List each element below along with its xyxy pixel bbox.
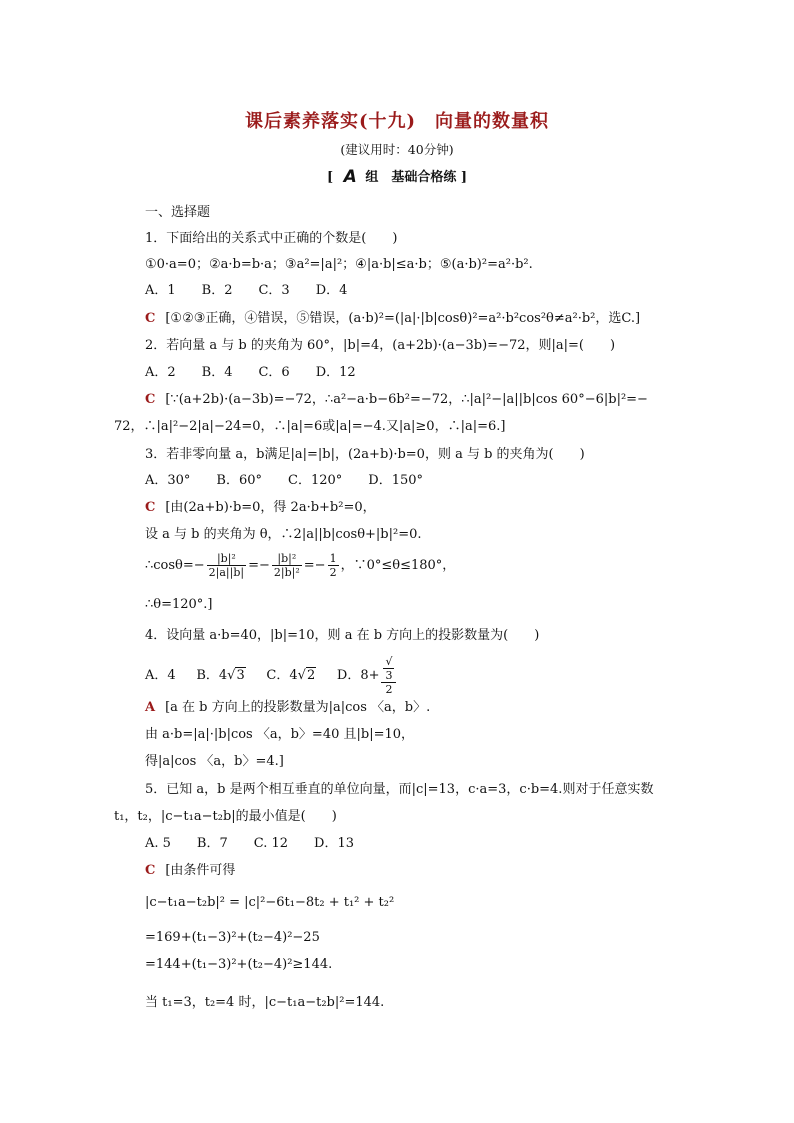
q5-stem-2: t₁，t₂，|c−t₁a−t₂b|的最小值是( ) — [114, 809, 337, 824]
group-label: 组 基础合格练 — [365, 170, 457, 185]
q3-explain-1: [由(2a+b)·b=0，得 2a·b+b²=0， — [165, 500, 376, 515]
q3-eq-2: =− — [303, 558, 326, 573]
q4-explain-2: 由 a·b=|a|·|b|cos 〈a，b〉=40 且|b|=10， — [145, 727, 415, 742]
q1-stem: 1．下面给出的关系式中正确的个数是( ) — [145, 231, 398, 246]
q4-answer: A — [145, 700, 156, 715]
q4-option-d-frac — [381, 655, 396, 696]
page-title: 课后素养落实(十九) 向量的数量积 — [244, 111, 550, 132]
section-heading: 一、选择题 — [145, 205, 211, 220]
q4-option-b-coef: B．4 — [196, 668, 228, 683]
q4-option-d-num-wrap: √ 3 — [381, 655, 396, 683]
q1-solution — [145, 307, 640, 326]
group-bracket-close: ] — [460, 170, 468, 185]
q5-solution — [145, 859, 235, 878]
q3-options: A．30° B．60° C．120° D．150° — [145, 473, 424, 488]
q4-explain-3: 得|a|cos 〈a，b〉=4.] — [145, 754, 284, 769]
q3-frac-2-den: 2|b|² — [273, 566, 300, 579]
q3-explain-3 — [145, 552, 455, 579]
q4-options — [145, 655, 398, 696]
q2-options: A．2 B．4 C．6 D．12 — [145, 365, 356, 380]
q5-explain-1: [由条件可得 — [165, 863, 236, 878]
q3-solution — [145, 496, 376, 515]
q4-option-b-rad: 3 — [236, 668, 245, 683]
q5-stem-1: 5．已知 a，b 是两个相互垂直的单位向量，而|c|=13，c·a=3，c·b=4.则对于任意实数 — [145, 782, 654, 797]
q5-explain-5: 当 t₁=3，t₂=4 时，|c−t₁a−t₂b|²=144. — [145, 995, 385, 1010]
q4-stem: 4．设向量 a·b=40，|b|=10，则 a 在 b 方向上的投影数量为( ) — [145, 628, 540, 643]
q4-option-b: B．4√3 — [196, 668, 245, 683]
q5-explain-3: =169+(t₁−3)²+(t₂−4)²−25 — [145, 930, 320, 945]
q3-frac-1-num: |b|² — [207, 552, 246, 566]
q2-explain-2: 72，∴|a|²−2|a|−24=0，∴|a|=6或|a|=−4.又|a|≥0，∴|a|=6.] — [114, 419, 506, 434]
q5-answer: C — [145, 863, 156, 878]
q3-explain-2: 设 a 与 b 的夹角为 θ，∴2|a||b|cosθ+|b|²=0. — [145, 527, 422, 542]
q4-option-a: A．4 — [145, 668, 176, 683]
q3-frac-3 — [328, 552, 339, 579]
group-bracket-open: [ — [326, 170, 334, 185]
q1-answer: C — [145, 311, 156, 326]
q1-options: A．1 B．2 C．3 D．4 — [145, 283, 348, 298]
q3-frac-3-num: 1 — [329, 552, 337, 565]
q3-frac-2-num: |b|² — [272, 552, 302, 566]
q3-frac-1-den: 2|a||b| — [208, 566, 245, 579]
q4-option-d-den: 2 — [385, 683, 393, 696]
q3-eq-1: =− — [248, 558, 270, 573]
q3-frac-3-den: 2 — [329, 566, 337, 579]
q3-cos-post: ，∵0°≤θ≤180°， — [340, 558, 456, 573]
q3-answer: C — [145, 500, 156, 515]
q1-expr: ①0·a=0；②a·b=b·a；③a²=|a|²；④|a·b|≤a·b；⑤(a·b)²=a²·b². — [145, 257, 533, 272]
q4-option-c-coef: C．4 — [266, 668, 298, 683]
q3-explain-4: ∴θ=120°.] — [145, 597, 213, 612]
q2-answer: C — [145, 392, 156, 407]
q4-solution — [145, 696, 430, 715]
q2-stem: 2．若向量 a 与 b 的夹角为 60°，|b|=4，(a+2b)·(a−3b)=−72，则|a|=( ) — [145, 338, 616, 353]
q4-option-d — [336, 655, 399, 696]
q5-explain-2: |c−t₁a−t₂b|² = |c|²−6t₁−8t₂ + t₁² + t₂² — [145, 895, 395, 910]
q2-solution — [145, 388, 648, 407]
suggested-time: (建议用时：40分钟) — [340, 142, 454, 157]
group-heading — [0, 166, 794, 187]
q4-option-d-pre: D．8+ — [336, 668, 380, 683]
q5-options: A. 5 B．7 C. 12 D．13 — [145, 836, 355, 851]
q3-frac-1 — [207, 552, 246, 579]
q4-option-d-num: 3 — [385, 669, 393, 682]
q3-cos-pre: ∴cosθ=− — [145, 558, 205, 573]
q1-explain: [①②③正确，④错误，⑤错误，(a·b)²=(|a|·|b|cosθ)²=a²·b²cos²θ≠a²·b²，选C.] — [165, 311, 641, 326]
q4-explain-1: [a 在 b 方向上的投影数量为|a|cos 〈a，b〉. — [165, 700, 431, 715]
q5-explain-4: =144+(t₁−3)²+(t₂−4)²≥144. — [145, 957, 333, 972]
q3-frac-2 — [272, 552, 302, 579]
q2-explain-1: [∵(a+2b)·(a−3b)=−72，∴a²−a·b−6b²=−72，∴|a|²−|a||b|cos 60°−6|b|²=− — [165, 392, 648, 407]
group-a-icon: A — [343, 167, 357, 187]
q3-stem: 3．若非零向量 a，b满足|a|=|b|，(2a+b)·b=0，则 a 与 b 的夹角为( ) — [145, 447, 585, 462]
q4-option-c-rad: 2 — [306, 668, 316, 683]
q4-option-c: C．4√2 — [266, 668, 316, 683]
